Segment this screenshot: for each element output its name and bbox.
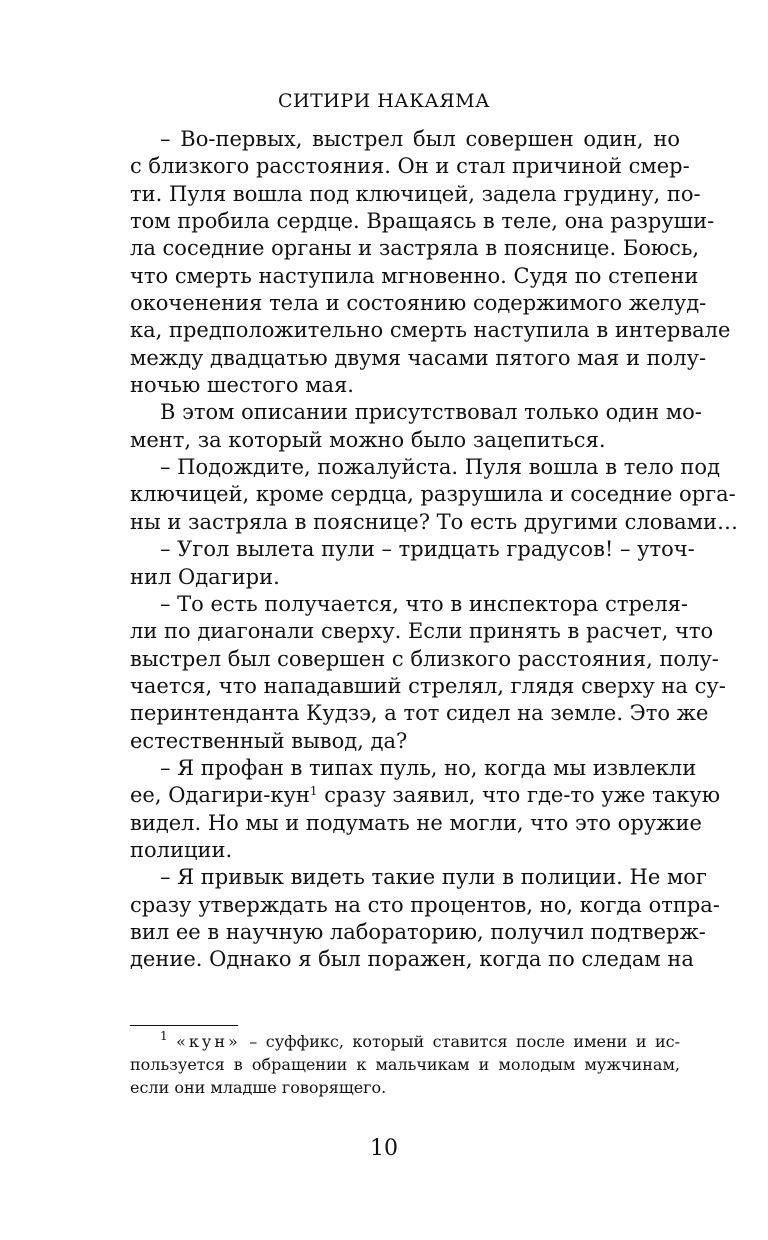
text-line: ла соседние органы и застряла в пояснице. Боюсь, [130, 236, 700, 261]
page-number: 10 [370, 1136, 398, 1161]
footnote [130, 1030, 680, 1099]
text-line: естественный вывод, да? [130, 728, 408, 753]
footnote-term: «кун» [176, 1032, 241, 1051]
text-line: – Во-первых, выстрел был совершен один, но [160, 127, 680, 151]
text-line: чается, что нападавший стрелял, глядя сверху на су- [130, 673, 726, 698]
text-line: том пробила сердце. Вращаясь в теле, она разруши- [130, 209, 715, 234]
footnote-line [130, 1030, 680, 1053]
text-line: ны и застряла в пояснице? То есть другими словами… [130, 509, 739, 534]
text-line: ка, предположительно смерть наступила в интервале [130, 318, 731, 343]
text-line: выстрел был совершен с близкого расстояния, полу- [130, 646, 719, 671]
text-line: В этом описании присутствовал только один мо- [160, 400, 702, 425]
text-line: сразу утверждать на сто процентов, но, когда отпра- [130, 892, 720, 917]
text-line: – То есть получается, что в инспектора стреля- [160, 591, 689, 616]
footnote-line: если они младше говорящего. [130, 1078, 387, 1097]
footnote-reference[interactable]: 1 [309, 784, 318, 799]
text-line: нил Одагири. [130, 564, 280, 589]
footnote-text: – суффикс, который ставится после имени и ис- [240, 1032, 681, 1051]
text-line: вил ее в научную лабораторию, получил подтверж- [130, 919, 706, 944]
text-line: ти. Пуля вошла под ключицей, задела грудину, по- [130, 181, 701, 206]
text-line: – Я привык видеть такие пули в полиции. Не мог [160, 865, 707, 890]
text-fragment: сразу заявил, что где-то уже такую [317, 783, 721, 808]
text-line [130, 782, 721, 809]
text-line: что смерть наступила мгновенно. Судя по степени [130, 263, 699, 288]
text-fragment: ее, Одагири-кун [130, 783, 310, 808]
text-line: – Угол вылета пули – тридцать градусов! – уточ- [160, 537, 695, 562]
running-head: СИТИРИ НАКАЯМА [278, 90, 490, 112]
text-line: дение. Однако я был поражен, когда по следам на [130, 947, 694, 972]
text-line: ночью шестого мая. [130, 373, 354, 398]
text-line: – Я профан в типах пуль, но, когда мы извлекли [160, 755, 697, 780]
text-line: с близкого расстояния. Он и стал причиной смер- [130, 154, 690, 179]
text-line: – Подождите, пожалуйста. Пуля вошла в тело под [160, 455, 720, 480]
text-line: перинтенданта Кудзэ, а тот сидел на земле. Это же [130, 701, 709, 726]
footnote-divider [130, 1025, 238, 1026]
text-line: ли по диагонали сверху. Если принять в расчет, что [130, 619, 714, 644]
main-text [130, 126, 739, 974]
text-line: ключицей, кроме сердца, разрушила и соседние орга- [130, 482, 736, 507]
text-line: мент, за который можно было зацепиться. [130, 427, 606, 452]
text-line: между двадцатью двумя часами пятого мая и полу- [130, 345, 707, 370]
text-line: окоченения тела и состоянию содержимого желуд- [130, 291, 707, 316]
footnote-marker: 1 [160, 1029, 168, 1043]
text-line: видел. Но мы и подумать не могли, что это оружие [130, 810, 702, 835]
text-line: полиции. [130, 837, 233, 862]
footnote-line: пользуется в обращении к мальчикам и молодым мужчинам, [130, 1055, 680, 1074]
